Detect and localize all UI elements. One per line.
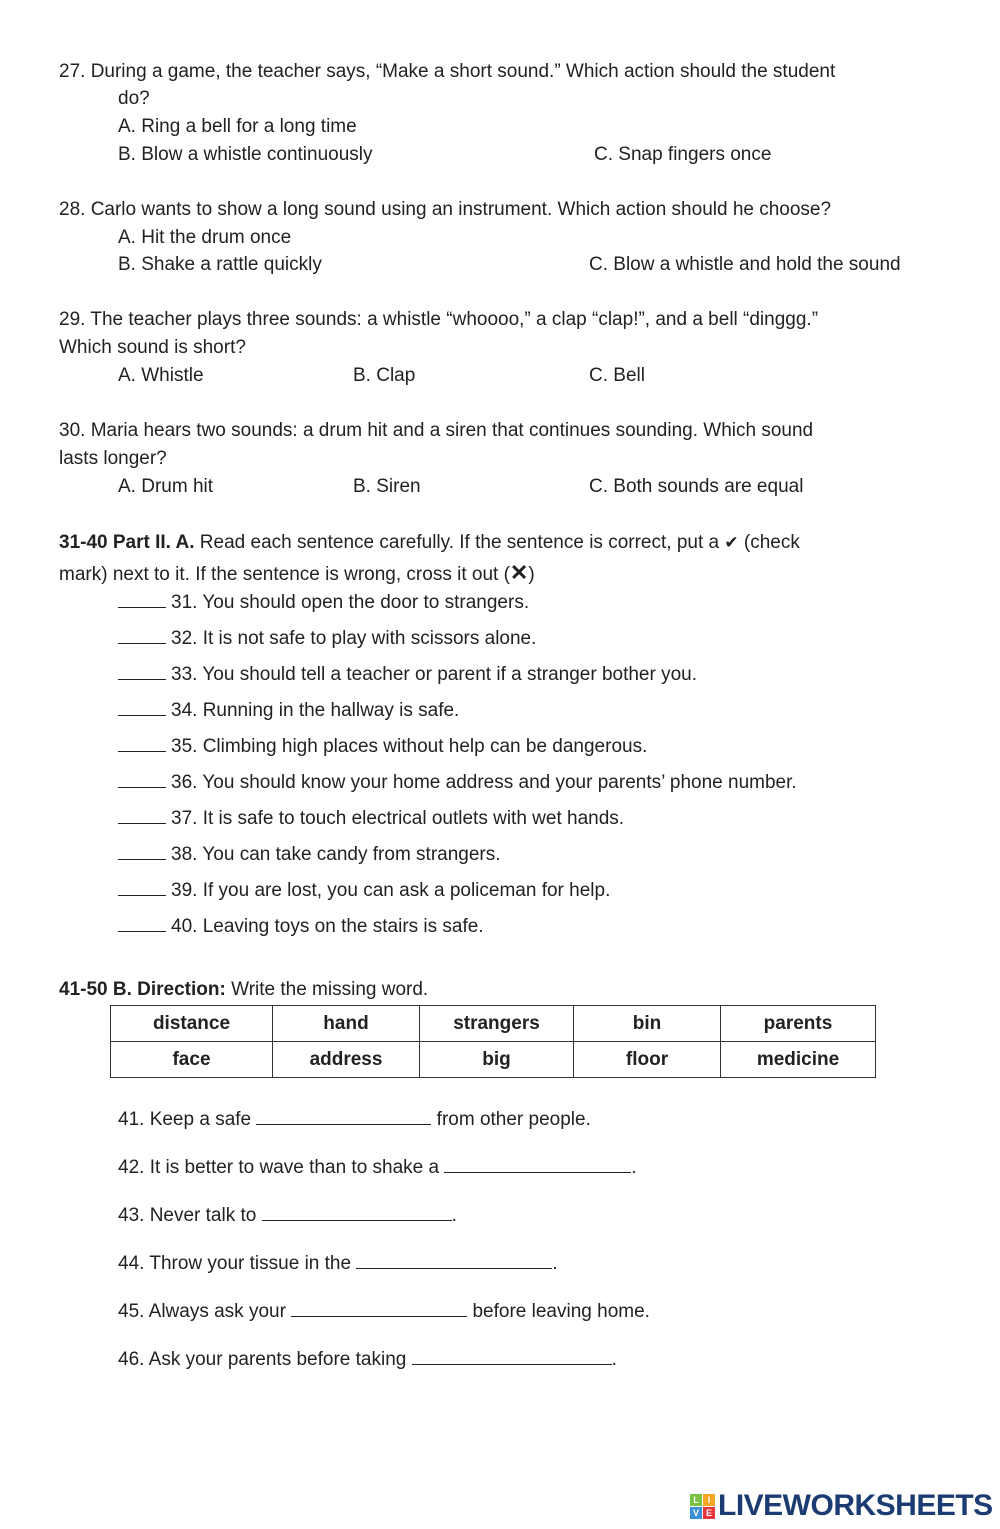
fill-in-item	[118, 1154, 637, 1180]
part2-instructions-cont	[59, 560, 535, 586]
partB-text: Write the missing word.	[225, 979, 429, 1000]
true-false-item	[118, 841, 501, 867]
word-bank-cell: big	[420, 1042, 574, 1078]
item-text-post: .	[631, 1157, 637, 1178]
option-29-c[interactable]: C. Bell	[589, 365, 645, 386]
option-28-a[interactable]: A. Hit the drum once	[118, 227, 292, 248]
true-false-item	[118, 661, 697, 687]
option-28-b[interactable]: B. Shake a rattle quickly	[118, 254, 322, 275]
true-false-item	[118, 733, 647, 759]
word-bank-cell: floor	[574, 1042, 721, 1078]
answer-blank[interactable]	[118, 661, 166, 680]
part2-text-4: )	[528, 564, 535, 585]
word-bank-cell: strangers	[420, 1006, 574, 1042]
fill-in-item	[118, 1250, 558, 1276]
question-27: 27. During a game, the teacher says, “Make a short sound.” Which action should the student	[59, 61, 836, 82]
answer-blank[interactable]	[118, 805, 166, 824]
true-false-item	[118, 877, 610, 903]
item-text: 34. Running in the hallway is safe.	[171, 700, 460, 721]
true-false-item	[118, 589, 529, 615]
answer-blank[interactable]	[118, 733, 166, 752]
true-false-item	[118, 625, 536, 651]
item-text-post: .	[611, 1349, 617, 1370]
item-text: 31. You should open the door to strangers.	[171, 592, 530, 613]
partB-instructions	[59, 977, 428, 1003]
question-27-cont: do?	[118, 88, 150, 109]
item-text: 42. It is better to wave than to shake a	[118, 1157, 445, 1178]
answer-blank[interactable]	[412, 1346, 612, 1365]
word-bank-cell: address	[273, 1042, 420, 1078]
item-text: 36. You should know your home address and your parents’ phone number.	[171, 772, 797, 793]
item-text: 43. Never talk to	[118, 1205, 262, 1226]
word-bank-cell: hand	[273, 1006, 420, 1042]
question-30: 30. Maria hears two sounds: a drum hit and a siren that continues sounding. Which sound	[59, 420, 814, 441]
answer-blank[interactable]	[118, 625, 166, 644]
word-bank-table	[110, 1005, 876, 1078]
item-text-post: from other people.	[431, 1109, 591, 1130]
true-false-item	[118, 769, 797, 795]
answer-blank[interactable]	[291, 1298, 467, 1317]
part2-text: Read each sentence carefully. If the sentence is correct, put a	[194, 532, 720, 553]
word-bank-cell: face	[111, 1042, 273, 1078]
fill-in-item	[118, 1202, 457, 1228]
question-29: 29. The teacher plays three sounds: a whistle “whoooo,” a clap “clap!”, and a bell “dinggg.”	[59, 309, 819, 330]
word-bank-cell: distance	[111, 1006, 273, 1042]
part2-instructions	[59, 530, 800, 556]
item-text: 35. Climbing high places without help can be dangerous.	[171, 736, 648, 757]
fill-in-item	[118, 1106, 591, 1132]
question-28: 28. Carlo wants to show a long sound using an instrument. Which action should he choose?	[59, 199, 832, 220]
answer-blank[interactable]	[356, 1250, 552, 1269]
liveworksheets-logo	[690, 1490, 993, 1522]
item-text: 33. You should tell a teacher or parent if a stranger bother you.	[171, 664, 698, 685]
option-27-a[interactable]: A. Ring a bell for a long time	[118, 116, 357, 137]
option-30-a[interactable]: A. Drum hit	[118, 476, 214, 497]
question-30-cont: lasts longer?	[59, 448, 167, 469]
word-bank-row	[111, 1006, 876, 1042]
partB-heading: 41-50 B. Direction:	[59, 979, 226, 1000]
answer-blank[interactable]	[118, 769, 166, 788]
option-30-c[interactable]: C. Both sounds are equal	[589, 476, 804, 497]
logo-icon: L I V E	[690, 1494, 715, 1519]
answer-blank[interactable]	[118, 697, 166, 716]
answer-blank[interactable]	[262, 1202, 452, 1221]
check-mark-icon: ✔	[724, 533, 739, 552]
question-29-cont: Which sound is short?	[59, 337, 246, 358]
true-false-item	[118, 697, 459, 723]
item-text-post: .	[552, 1253, 558, 1274]
item-text: 37. It is safe to touch electrical outlets with wet hands.	[171, 808, 625, 829]
answer-blank[interactable]	[444, 1154, 631, 1173]
answer-blank[interactable]	[118, 913, 166, 932]
answer-blank[interactable]	[256, 1106, 431, 1125]
option-29-b[interactable]: B. Clap	[353, 365, 416, 386]
logo-text: LIVEWORKSHEETS	[718, 1489, 993, 1522]
item-text: 32. It is not safe to play with scissors alone.	[171, 628, 537, 649]
true-false-item	[118, 913, 484, 939]
option-27-b[interactable]: B. Blow a whistle continuously	[118, 144, 373, 165]
answer-blank[interactable]	[118, 877, 166, 896]
item-text: 46. Ask your parents before taking	[118, 1349, 412, 1370]
word-bank-row	[111, 1042, 876, 1078]
part2-text-3: mark) next to it. If the sentence is wrong, cross it out (	[59, 564, 510, 585]
word-bank-cell: parents	[721, 1006, 876, 1042]
option-27-c[interactable]: C. Snap fingers once	[594, 144, 772, 165]
option-29-a[interactable]: A. Whistle	[118, 365, 204, 386]
fill-in-item	[118, 1298, 650, 1324]
item-text: 45. Always ask your	[118, 1301, 292, 1322]
true-false-item	[118, 805, 624, 831]
option-30-b[interactable]: B. Siren	[353, 476, 421, 497]
option-28-c[interactable]: C. Blow a whistle and hold the sound	[589, 254, 901, 275]
item-text: 44. Throw your tissue in the	[118, 1253, 357, 1274]
answer-blank[interactable]	[118, 589, 166, 608]
fill-in-item	[118, 1346, 617, 1372]
item-text: 39. If you are lost, you can ask a policeman for help.	[171, 880, 611, 901]
word-bank-cell: medicine	[721, 1042, 876, 1078]
answer-blank[interactable]	[118, 841, 166, 860]
item-text: 41. Keep a safe	[118, 1109, 257, 1130]
part2-heading: 31-40 Part II. A.	[59, 532, 195, 553]
cross-icon: ✕	[509, 560, 529, 585]
item-text: 40. Leaving toys on the stairs is safe.	[171, 916, 484, 937]
item-text-post: .	[451, 1205, 457, 1226]
part2-text-2: (check	[738, 532, 800, 553]
item-text: 38. You can take candy from strangers.	[171, 844, 501, 865]
item-text-post: before leaving home.	[467, 1301, 650, 1322]
word-bank-cell: bin	[574, 1006, 721, 1042]
